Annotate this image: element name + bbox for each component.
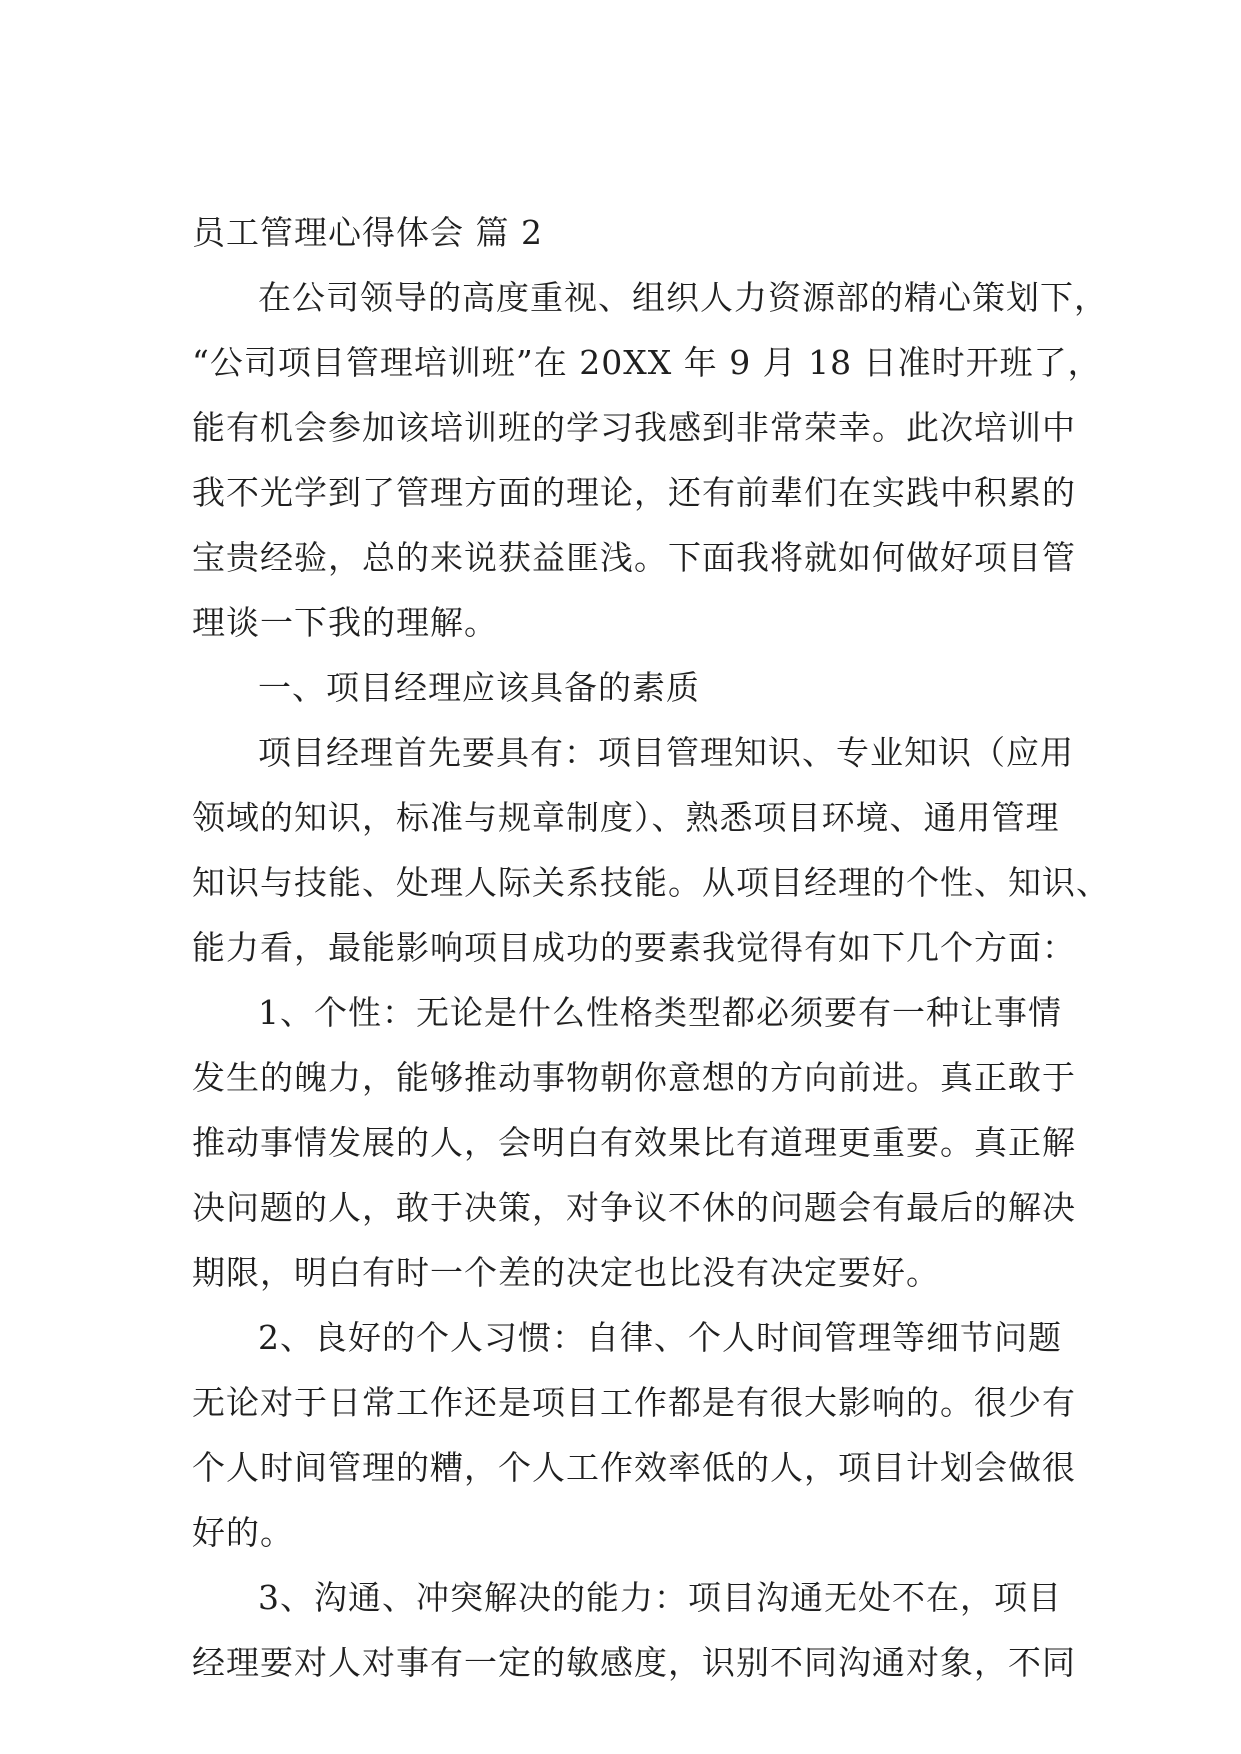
document-body — [192, 200, 1110, 1695]
section-heading: 一、项目经理应该具备的素质 — [258, 668, 700, 707]
paragraph-line: 期限，明白有时一个差的决定也比没有决定要好。 — [192, 1253, 940, 1292]
paragraph-line: 2、良好的个人习惯：自律、个人时间管理等细节问题 — [258, 1318, 1062, 1357]
paragraph-line: 决问题的人，敢于决策，对争议不休的问题会有最后的解决 — [192, 1188, 1076, 1227]
paragraph-line: “公司项目管理培训班”在 20XX 年 9 月 18 日准时开班了， — [192, 343, 1102, 382]
paragraph-line: 好的。 — [192, 1513, 294, 1552]
paragraph-line: 知识与技能、处理人际关系技能。从项目经理的个性、知识、 — [192, 863, 1110, 902]
paragraph-line: 能有机会参加该培训班的学习我感到非常荣幸。此次培训中 — [192, 408, 1076, 447]
paragraph-line: 推动事情发展的人，会明白有效果比有道理更重要。真正解 — [192, 1123, 1076, 1162]
paragraph-line: 1、个性：无论是什么性格类型都必须要有一种让事情 — [258, 993, 1062, 1032]
paragraph-line: 个人时间管理的糟，个人工作效率低的人，项目计划会做很 — [192, 1448, 1076, 1487]
paragraph-line: 宝贵经验，总的来说获益匪浅。下面我将就如何做好项目管 — [192, 538, 1076, 577]
paragraph-line: 3、沟通、冲突解决的能力：项目沟通无处不在，项目 — [258, 1578, 1062, 1617]
paragraph-line: 项目经理首先要具有：项目管理知识、专业知识（应用 — [258, 733, 1074, 772]
paragraph-line: 领域的知识，标准与规章制度）、熟悉项目环境、通用管理 — [192, 798, 1060, 837]
paragraph-line: 理谈一下我的理解。 — [192, 603, 498, 642]
paragraph-line: 我不光学到了管理方面的理论，还有前辈们在实践中积累的 — [192, 473, 1076, 512]
paragraph-line: 在公司领导的高度重视、组织人力资源部的精心策划下， — [258, 278, 1108, 317]
paragraph-line: 经理要对人对事有一定的敏感度，识别不同沟通对象，不同 — [192, 1643, 1076, 1682]
paragraph-line: 能力看，最能影响项目成功的要素我觉得有如下几个方面： — [192, 928, 1076, 967]
page-title: 员工管理心得体会 篇 2 — [192, 213, 543, 252]
paragraph-line: 无论对于日常工作还是项目工作都是有很大影响的。很少有 — [192, 1383, 1076, 1422]
paragraph-line: 发生的魄力，能够推动事物朝你意想的方向前进。真正敢于 — [192, 1058, 1076, 1097]
